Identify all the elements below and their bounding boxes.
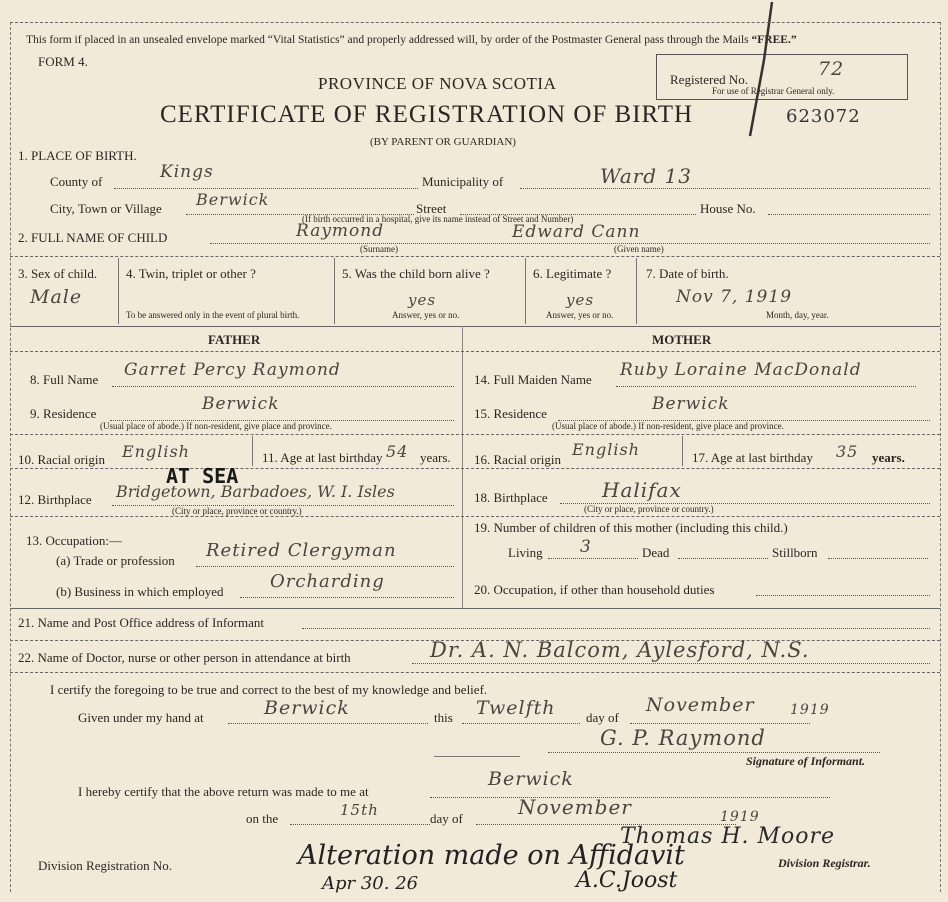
house-label: House No. bbox=[700, 201, 756, 216]
hospital-note: (If birth occurred in a hospital, give its name instead of Street and Number) bbox=[302, 214, 574, 224]
day-of-label: day of bbox=[586, 710, 619, 725]
mother-heading: MOTHER bbox=[652, 332, 712, 347]
pencil-stroke bbox=[740, 0, 780, 140]
informant-signature-caption: Signature of Informant. bbox=[746, 754, 866, 768]
doctor-label: 22. Name of Doctor, nurse or other person in attendance at birth bbox=[18, 650, 351, 665]
certify-statement: I certify the foregoing to be true and correct to the best of my knowledge and belief. bbox=[50, 682, 488, 697]
father-racial-label: 10. Racial origin bbox=[18, 452, 106, 467]
municipality-label: Municipality of bbox=[422, 174, 504, 189]
mother-birthplace: Halifax bbox=[602, 478, 682, 502]
father-years: years. bbox=[420, 450, 451, 465]
mother-racial: English bbox=[572, 440, 640, 459]
registered-label: Registered No. bbox=[670, 72, 748, 87]
informant-address-label: 21. Name and Post Office address of Informant bbox=[18, 615, 264, 630]
surname-caption: (Surname) bbox=[360, 244, 398, 254]
street-label: Street bbox=[416, 201, 447, 216]
father-racial: English bbox=[122, 442, 190, 461]
mother-residence-label: 15. Residence bbox=[474, 406, 547, 421]
trade-label: (a) Trade or profession bbox=[56, 553, 175, 568]
free-mark: “FREE.” bbox=[751, 34, 797, 46]
dead-label: Dead bbox=[642, 545, 670, 560]
mother-birthplace-note: (City or place, province or country.) bbox=[584, 504, 714, 514]
county-label: County of bbox=[50, 174, 103, 189]
certificate-title: CERTIFICATE OF REGISTRATION OF BIRTH bbox=[160, 101, 694, 128]
return-place: Berwick bbox=[488, 768, 574, 790]
stamped-number: 623072 bbox=[786, 106, 861, 127]
father-birthplace-label: 12. Birthplace bbox=[18, 492, 92, 507]
twin-note: To be answered only in the event of plural birth. bbox=[126, 310, 300, 320]
father-residence-note: (Usual place of abode.) If non-resident, give place and province. bbox=[100, 421, 332, 431]
father-name: Garret Percy Raymond bbox=[124, 360, 341, 380]
city-value: Berwick bbox=[196, 190, 270, 209]
twin-label: 4. Twin, triplet or other ? bbox=[126, 266, 256, 281]
sex-value: Male bbox=[30, 286, 83, 308]
trade-value: Retired Clergyman bbox=[206, 540, 397, 561]
form-number: FORM 4. bbox=[38, 54, 88, 69]
father-age-label: 11. Age at last birthday bbox=[262, 450, 383, 465]
division-number-label: Division Registration No. bbox=[38, 858, 172, 873]
mother-name: Ruby Loraine MacDonald bbox=[620, 360, 862, 380]
registered-number: 72 bbox=[818, 58, 845, 80]
city-label: City, Town or Village bbox=[50, 201, 162, 216]
at-sea-stamp: AT SEA bbox=[166, 464, 239, 488]
province-heading: PROVINCE OF NOVA SCOTIA bbox=[318, 74, 557, 93]
birth-date-label: 7. Date of birth. bbox=[646, 266, 729, 281]
mother-racial-label: 16. Racial origin bbox=[474, 452, 562, 467]
legitimate-value: yes bbox=[566, 291, 595, 309]
return-month: November bbox=[518, 795, 632, 819]
father-residence-label: 9. Residence bbox=[30, 406, 97, 421]
mother-years: years. bbox=[872, 450, 905, 465]
given-caption: (Given name) bbox=[614, 244, 664, 254]
alteration-initials: A.C.Joost bbox=[576, 868, 678, 893]
living-label: Living bbox=[508, 545, 543, 560]
mother-name-label: 14. Full Maiden Name bbox=[474, 372, 592, 387]
living-value: 3 bbox=[580, 537, 592, 557]
informant-signature: G. P. Raymond bbox=[600, 726, 766, 750]
father-name-label: 8. Full Name bbox=[30, 372, 99, 387]
child-given-name: Edward Cann bbox=[512, 222, 641, 242]
mother-birthplace-label: 18. Birthplace bbox=[474, 490, 548, 505]
mother-residence-note: (Usual place of abode.) If non-resident, give place and province. bbox=[552, 421, 784, 431]
father-birthplace-note: (City or place, province or country.) bbox=[172, 506, 302, 516]
legitimate-note: Answer, yes or no. bbox=[546, 310, 614, 320]
alteration-date: Apr 30. 26 bbox=[322, 873, 419, 894]
stillborn-label: Stillborn bbox=[772, 545, 818, 560]
father-residence: Berwick bbox=[202, 394, 280, 414]
given-day: Twelfth bbox=[476, 697, 556, 719]
registrar-caption: Division Registrar. bbox=[778, 856, 871, 870]
business-label: (b) Business in which employed bbox=[56, 584, 224, 599]
business-value: Orcharding bbox=[270, 571, 385, 592]
on-the-label: on the bbox=[246, 811, 279, 826]
child-name-label: 2. FULL NAME OF CHILD bbox=[18, 230, 168, 245]
municipality-value: Ward 13 bbox=[600, 164, 692, 188]
mother-occupation-label: 20. Occupation, if other than household duties bbox=[474, 582, 715, 597]
birth-date-note: Month, day, year. bbox=[766, 310, 829, 320]
father-birthplace: Bridgetown, Barbadoes, W. I. Isles bbox=[116, 482, 395, 501]
father-heading: FATHER bbox=[208, 332, 261, 347]
this-label: this bbox=[434, 710, 453, 725]
return-day: 15th bbox=[340, 801, 379, 819]
given-label: Given under my hand at bbox=[78, 710, 204, 725]
mother-residence: Berwick bbox=[652, 394, 730, 414]
mail-notice: This form if placed in an unsealed envelope marked “Vital Statistics” and properly addressed will, by order of the Postmaster General pass through the Mails “FREE.” bbox=[26, 34, 797, 46]
mother-age-label: 17. Age at last birthday bbox=[692, 450, 813, 465]
certificate-subtitle: (BY PARENT OR GUARDIAN) bbox=[370, 136, 516, 148]
return-statement: I hereby certify that the above return was made to me at bbox=[78, 784, 369, 799]
given-year: 1919 bbox=[790, 702, 830, 718]
given-place: Berwick bbox=[264, 697, 350, 719]
registrar-signature: Thomas H. Moore bbox=[620, 824, 836, 849]
legitimate-label: 6. Legitimate ? bbox=[533, 266, 612, 281]
registrar-note: For use of Registrar General only. bbox=[712, 86, 835, 96]
alive-label: 5. Was the child born alive ? bbox=[342, 266, 490, 281]
return-day-of-label: day of bbox=[430, 811, 463, 826]
father-age: 54 bbox=[386, 442, 409, 461]
birth-date-value: Nov 7, 1919 bbox=[676, 287, 793, 307]
county-value: Kings bbox=[160, 162, 214, 182]
given-month: November bbox=[646, 694, 755, 716]
alteration-note: Alteration made on Affidavit bbox=[298, 840, 685, 871]
occupation-label: 13. Occupation:— bbox=[26, 533, 123, 548]
place-heading: 1. PLACE OF BIRTH. bbox=[18, 148, 137, 163]
alive-value: yes bbox=[408, 291, 437, 309]
doctor-value: Dr. A. N. Balcom, Aylesford, N.S. bbox=[430, 638, 810, 662]
mother-age: 35 bbox=[836, 442, 859, 461]
return-year: 1919 bbox=[720, 809, 760, 825]
alive-note: Answer, yes or no. bbox=[392, 310, 460, 320]
child-surname: Raymond bbox=[296, 221, 385, 241]
children-label: 19. Number of children of this mother (including this child.) bbox=[474, 520, 788, 535]
sex-label: 3. Sex of child. bbox=[18, 266, 98, 281]
